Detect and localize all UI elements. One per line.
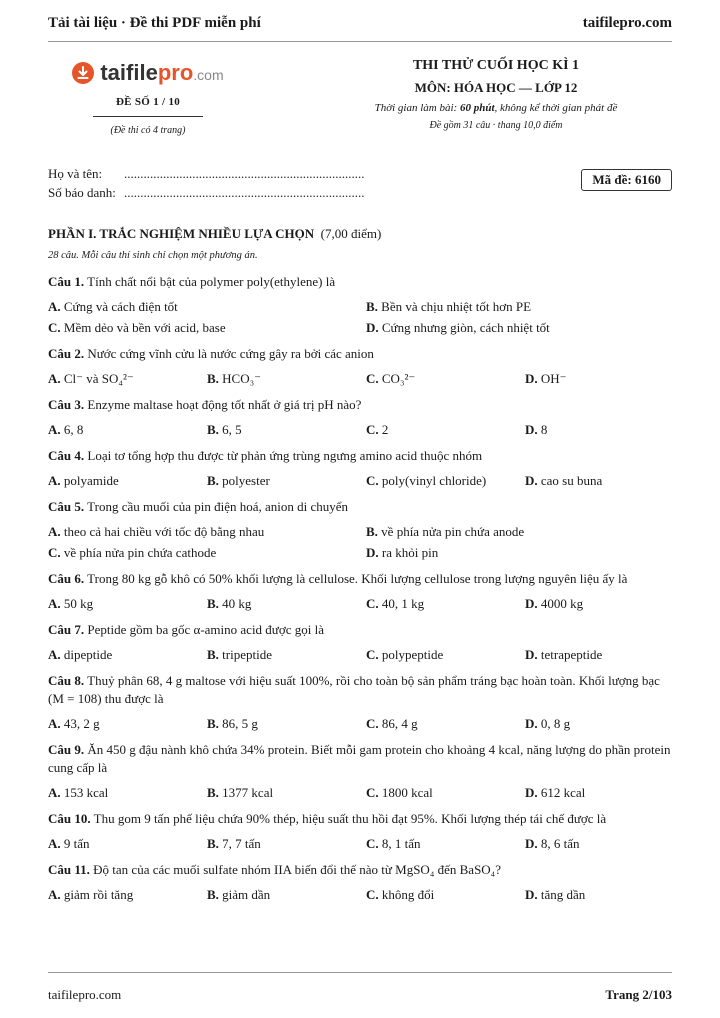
id-field[interactable]: .......................................................................... [124,185,365,200]
answer-option[interactable]: D. cao su buna [525,473,603,488]
exam-code-badge: Mã đề: 6160 [581,169,672,191]
question-list [48,273,672,912]
question [48,741,672,801]
question-stem: Câu 8. Thuỷ phân 68, 4 g maltose với hiệu suất 100%, rồi cho toàn bộ sản phẩm tráng bạc hoàn toàn. Khối lượng bạc (M = 108) thu được là [48,673,660,706]
student-info [48,164,365,202]
question [48,810,672,852]
answer-option[interactable]: A. Cl⁻ và SO₄²⁻ [48,371,134,386]
answer-option[interactable]: C. về phía nửa pin chứa cathode [48,545,217,560]
page-count-note: (Đề thi có 4 trang) [110,125,186,136]
answer-option[interactable]: B. 6, 5 [207,422,242,437]
answer-option[interactable]: D. ra khỏi pin [366,545,439,560]
answer-options [48,595,672,612]
question [48,345,672,387]
site-logo [48,58,248,88]
answer-option[interactable]: A. 50 kg [48,596,94,611]
question-stem: Câu 2. Nước cứng vĩnh cửu là nước cứng gây ra bởi các anion [48,346,374,361]
section-note: 28 câu. Mỗi câu thí sinh chỉ chọn một phương án. [48,250,258,261]
answer-options [48,370,672,387]
answer-option[interactable]: B. giảm dần [207,887,271,902]
answer-option[interactable]: D. 4000 kg [525,596,584,611]
question-stem: Câu 11. Độ tan của các muối sulfate nhóm IIA biến đổi thế nào từ MgSO₄ đến BaSO₄? [48,862,501,877]
answer-option[interactable]: C. CO₃²⁻ [366,371,416,386]
exam-title-block [320,58,672,131]
answer-option[interactable]: A. theo cả hai chiều với tốc độ bằng nhau [48,524,265,539]
question-stem: Câu 7. Peptide gồm ba gốc α-amino acid được gọi là [48,622,324,637]
question [48,861,672,903]
question-stem: Câu 6. Trong 80 kg gỗ khô có 50% khối lượng là cellulose. Khối lượng cellulose trong lượng nguyên liệu ấy là [48,571,628,586]
question [48,396,672,438]
answer-options [48,715,672,732]
answer-option[interactable]: C. không đổi [366,887,435,902]
question-stem: Câu 9. Ăn 450 g đậu nành khô chứa 34% protein. Biết mỗi gam protein cho khoảng 4 kcal, năng lượng do phần protein cung cấp là [48,742,671,775]
answer-option[interactable]: B. 7, 7 tấn [207,836,261,851]
answer-option[interactable]: B. HCO₃⁻ [207,371,262,386]
divider [93,116,203,117]
answer-option[interactable]: B. Bền và chịu nhiệt tốt hơn PE [366,299,532,314]
question-stem: Câu 3. Enzyme maltase hoạt động tốt nhất ở giá trị pH nào? [48,397,362,412]
question [48,273,672,336]
answer-option[interactable]: A. 153 kcal [48,785,109,800]
answer-options [48,523,672,561]
answer-option[interactable]: C. 86, 4 g [366,716,418,731]
answer-options [48,886,672,903]
question-stem: Câu 5. Trong cầu muối của pin điện hoá, anion di chuyển [48,499,349,514]
logo-wordmark: taifilepro.com [100,60,224,85]
name-field[interactable]: .......................................................................... [124,166,365,181]
page-footer [48,972,672,1003]
exam-subject: MÔN: HÓA HỌC — LỚP 12 [414,80,578,95]
answer-option[interactable]: C. Mềm dẻo và bền với acid, base [48,320,226,335]
id-label: Số báo danh: [48,185,116,200]
answer-option[interactable]: D. tetrapeptide [525,647,603,662]
answer-option[interactable]: B. 40 kg [207,596,252,611]
question [48,672,672,732]
answer-option[interactable]: D. 8 [525,422,548,437]
question [48,621,672,663]
answer-option[interactable]: C. polypeptide [366,647,444,662]
answer-options [48,298,672,336]
answer-option[interactable]: A. giảm rồi tăng [48,887,134,902]
page-header [48,12,672,42]
answer-option[interactable]: A. 43, 2 g [48,716,100,731]
answer-option[interactable]: D. tăng dần [525,887,586,902]
header-left-text: Tải tài liệu · Đề thi PDF miễn phí [48,15,261,31]
question-stem: Câu 1. Tính chất nổi bật của polymer poly(ethylene) là [48,274,336,289]
answer-option[interactable]: A. Cứng và cách điện tốt [48,299,178,314]
answer-option[interactable]: D. 0, 8 g [525,716,571,731]
answer-options [48,472,672,489]
answer-option[interactable]: C. 8, 1 tấn [366,836,421,851]
page-number: Trang 2/103 [605,987,672,1002]
answer-options [48,835,672,852]
answer-options [48,784,672,801]
footer-site-link[interactable]: taifilepro.com [48,987,122,1002]
answer-option[interactable]: C. 2 [366,422,389,437]
answer-option[interactable]: D. 8, 6 tấn [525,836,580,851]
answer-options [48,646,672,663]
header-site-link[interactable]: taifilepro.com [582,15,672,31]
answer-option[interactable]: B. polyester [207,473,270,488]
answer-option[interactable]: D. 612 kcal [525,785,586,800]
answer-option[interactable]: A. dipeptide [48,647,113,662]
exam-number: ĐỀ SỐ 1 / 10 [115,96,181,108]
answer-option[interactable]: B. 1377 kcal [207,785,274,800]
question [48,498,672,561]
download-icon [72,62,94,84]
answer-option[interactable]: C. poly(vinyl chloride) [366,473,487,488]
question [48,447,672,489]
answer-option[interactable]: B. về phía nửa pin chứa anode [366,524,525,539]
answer-option[interactable]: A. 9 tấn [48,836,90,851]
exam-title: THI THỬ CUỐI HỌC KÌ 1 [412,58,580,73]
answer-option[interactable]: D. Cứng nhưng giòn, cách nhiệt tốt [366,320,550,335]
section-title: PHẦN I. TRẮC NGHIỆM NHIỀU LỰA CHỌN (7,00 điểm) [48,226,382,241]
exam-duration: Thời gian làm bài: 60 phút, không kể thời gian phát đề [374,102,618,114]
name-label: Họ và tên: [48,166,103,181]
answer-option[interactable]: D. OH⁻ [525,371,567,386]
answer-option[interactable]: C. 40, 1 kg [366,596,425,611]
question-stem: Câu 10. Thu gom 9 tấn phế liệu chứa 90% thép, hiệu suất thu hồi đạt 95%. Khối lượng thép tái chế được là [48,811,607,826]
question [48,570,672,612]
exam-scope: Đề gồm 31 câu · thang 10,0 điểm [429,120,563,131]
section-header [48,226,672,261]
answer-options [48,421,672,438]
answer-option[interactable]: B. 86, 5 g [207,716,258,731]
answer-option[interactable]: A. polyamide [48,473,119,488]
answer-option[interactable]: B. tripeptide [207,647,272,662]
answer-option[interactable]: A. 6, 8 [48,422,84,437]
answer-option[interactable]: C. 1800 kcal [366,785,433,800]
question-stem: Câu 4. Loại tơ tổng hợp thu được từ phản ứng trùng ngưng amino acid thuộc nhóm [48,448,483,463]
exam-logo-block [48,58,248,136]
